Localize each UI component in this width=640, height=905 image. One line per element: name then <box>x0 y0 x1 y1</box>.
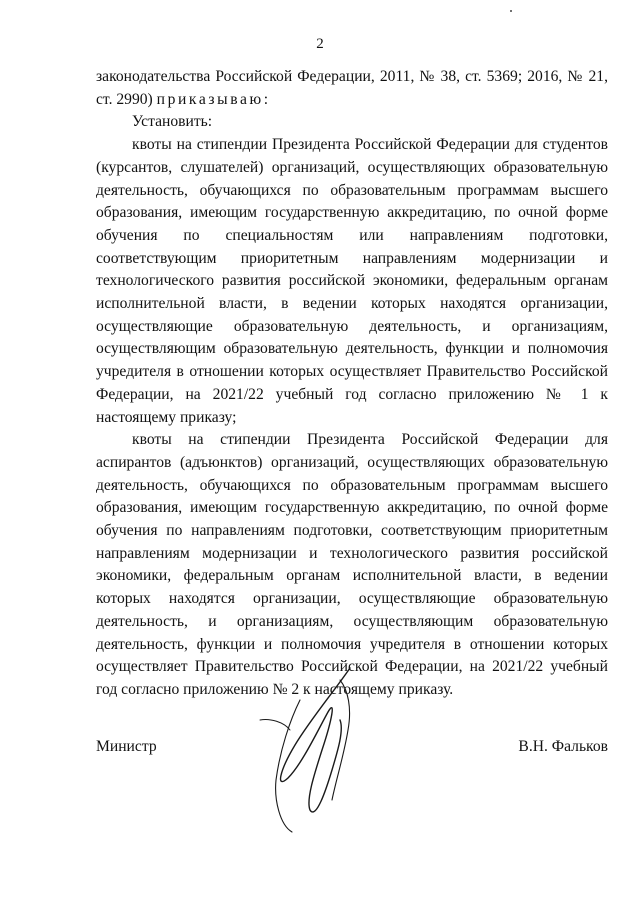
establish-heading: Установить: <box>132 113 213 131</box>
document-body <box>96 66 608 702</box>
scan-speck <box>510 10 512 12</box>
signatory-name: В.Н. Фальков <box>518 738 608 755</box>
intro-text: законодательства Российской Федерации, 2011, № 38, ст. 5369; 2016, № 21, ст. 2990) <box>96 68 608 108</box>
quota-students-paragraph: квоты на стипендии Президента Российской Федерации для студентов (курсантов, слушателей) организаций, осуществляющих образовательную деятельность, обучающихся по образовательным программам высшего образования, имеющим государственную аккредитацию, по очной форме обучения по специальностям или направлениям подготовки, соответствующим приоритетным направлениям модернизации и технологического развития российской экономики, федеральным органам исполнительной власти, в ведении которых находятся организации, осуществляющие образовательную деятельность, и организациям, осуществляющим образовательную деятельность, функции и полномочия учредителя в отношении которых осуществляет Правительство Российской Федерации, на 2021/22 учебный год согласно приложению № 1 к настоящему приказу; <box>96 136 608 426</box>
page-number: 2 <box>316 36 324 52</box>
signature-block <box>96 738 608 756</box>
quota-postgrads-paragraph: квоты на стипендии Президента Российской Федерации для аспирантов (адъюнктов) организаций, осуществляющих образовательную деятельность, обучающихся по образовательным программам высшего образования, имеющим государственную аккредитацию, по очной форме обучения по направлениям подготовки, соответствующим приоритетным направлениям модернизации и технологического развития российской экономики, федеральным органам исполнительной власти, в ведении которых находятся организации, осуществляющие образовательную деятельность, и организациям, осуществляющим образовательную деятельность, функции и полномочия учредителя в отношении которых осуществляет Правительство Российской Федерации, на 2021/22 учебный год согласно приложению № 2 к настоящему приказу. <box>96 431 608 698</box>
intro-paragraph <box>96 66 608 111</box>
order-keyword: приказываю: <box>156 90 271 108</box>
signatory-position: Министр <box>96 738 157 755</box>
